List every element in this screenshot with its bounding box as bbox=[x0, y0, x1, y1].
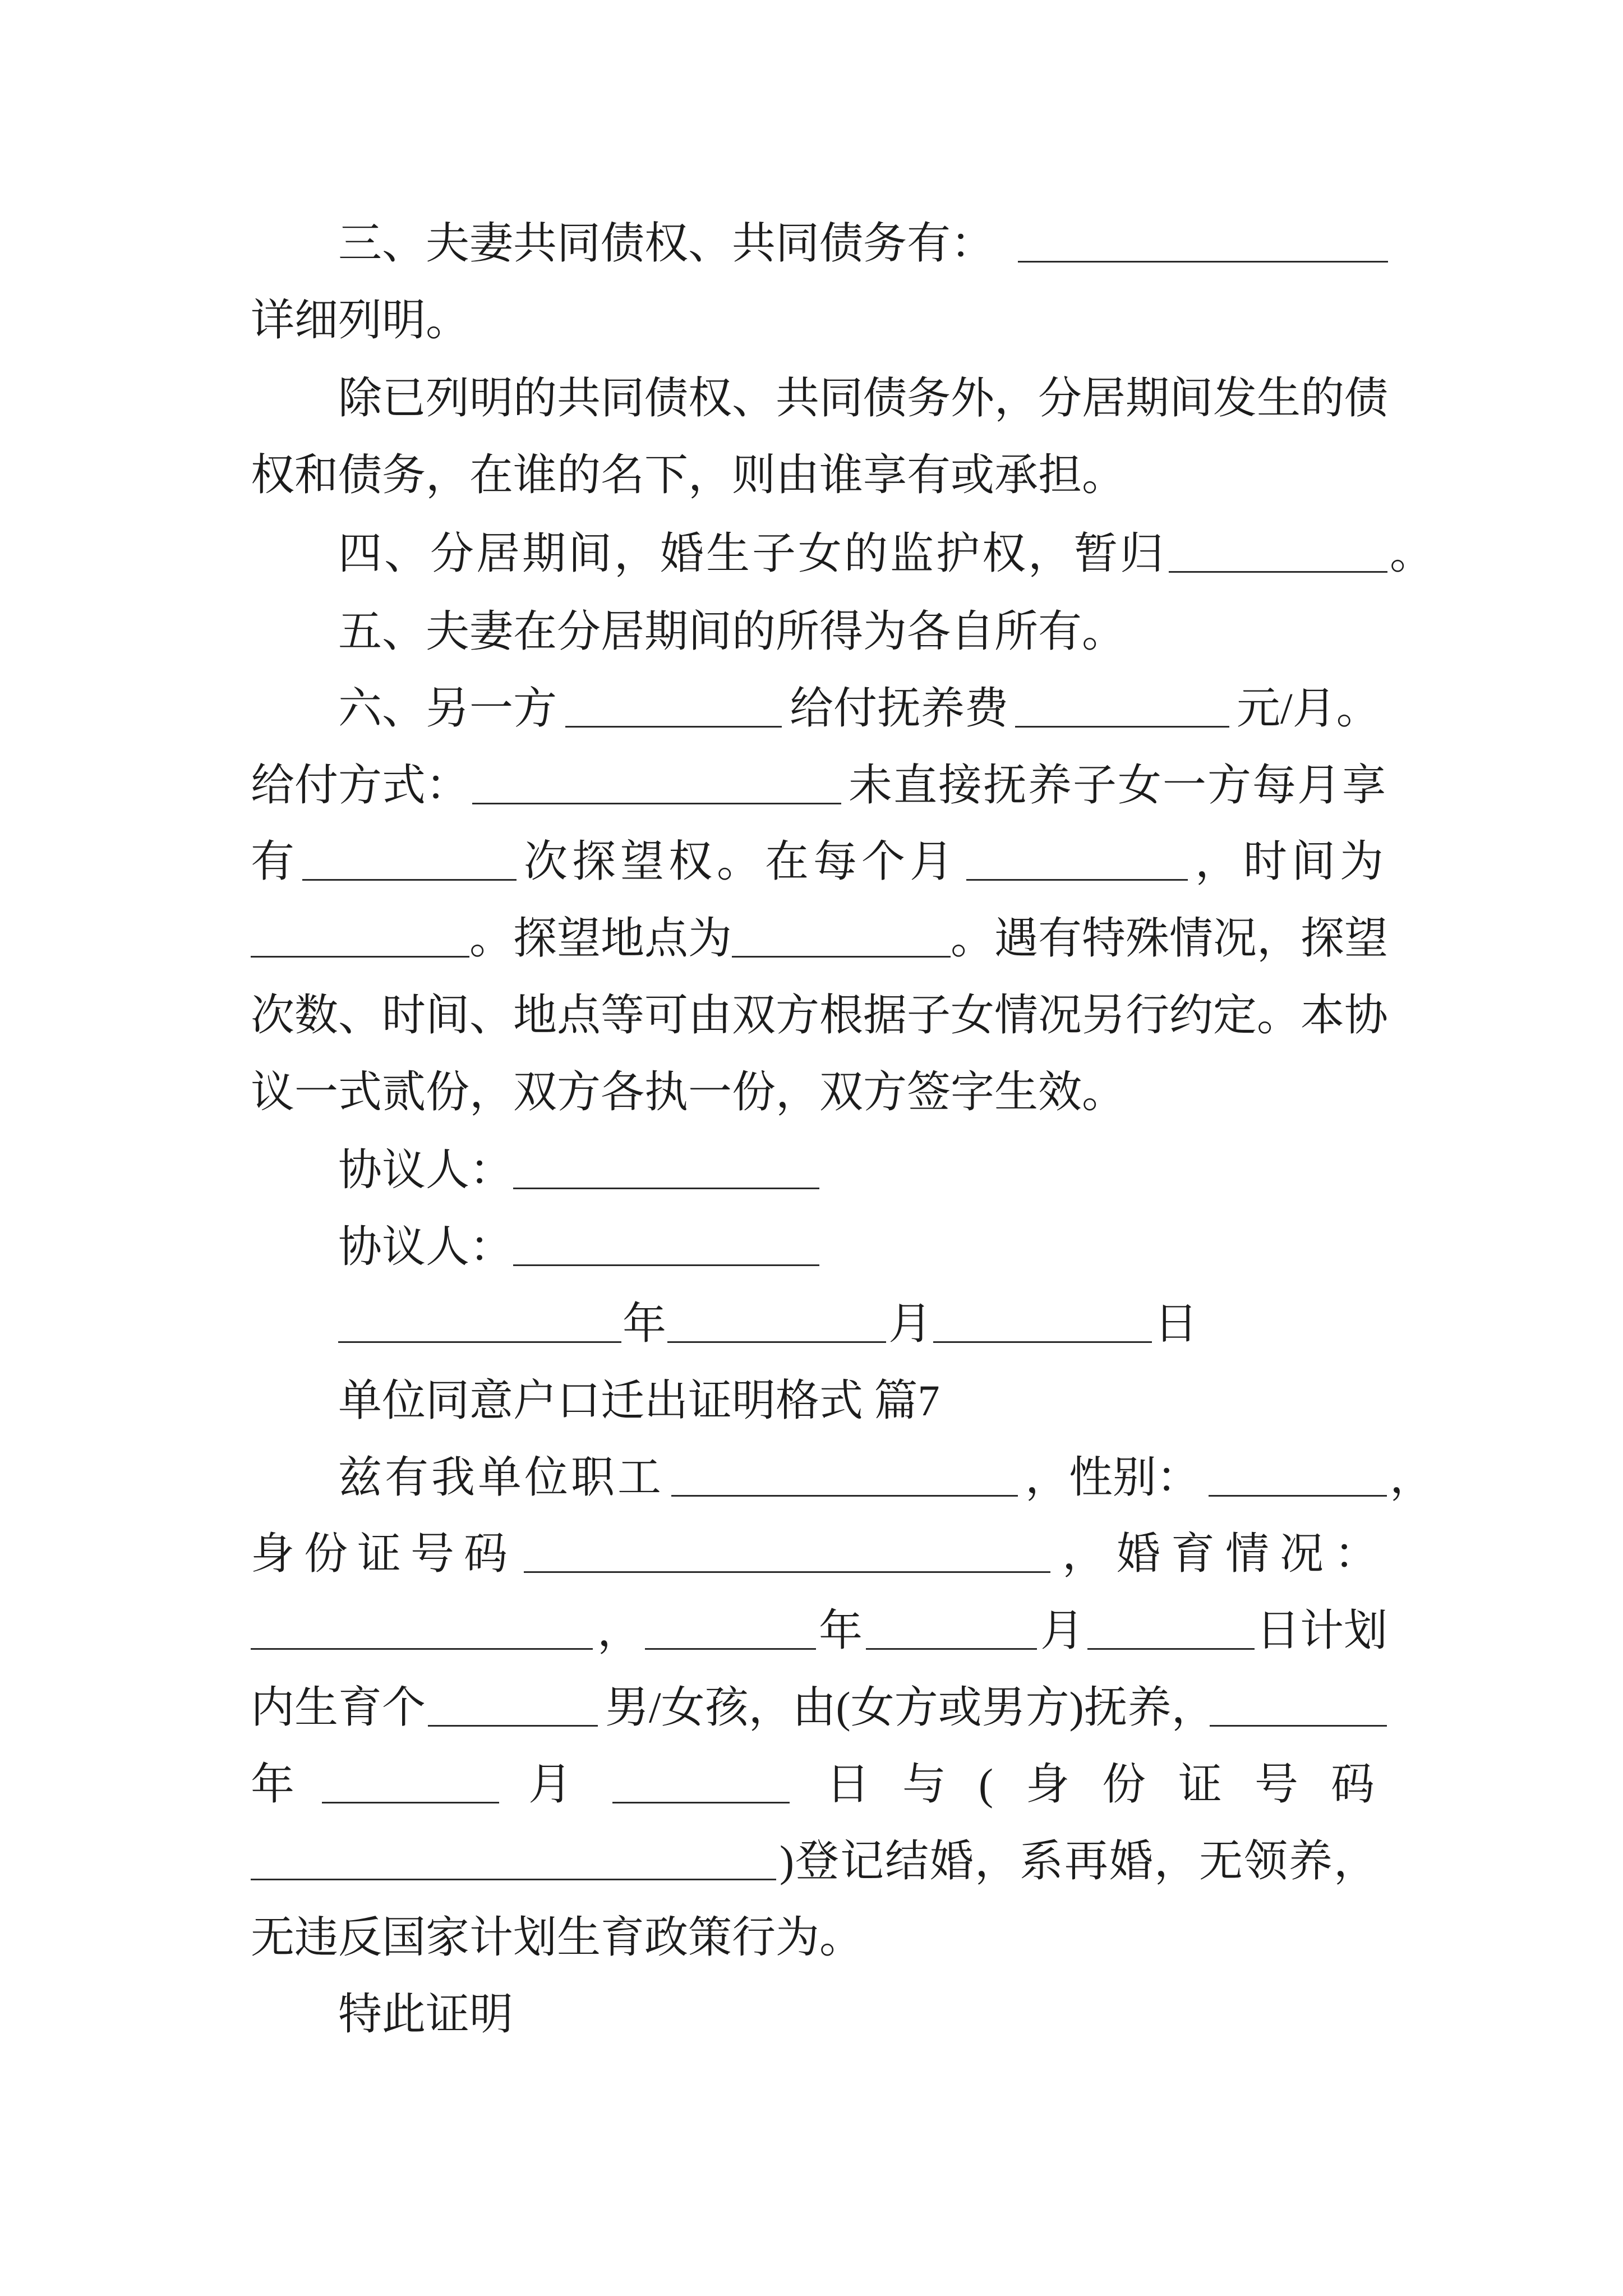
paragraph-text: 年 bbox=[819, 1606, 863, 1655]
paragraph-text: 日计划 bbox=[1256, 1606, 1388, 1655]
paragraph-text: ，性别： bbox=[1025, 1453, 1201, 1502]
text-line bbox=[0, 1990, 1623, 2039]
blank-field bbox=[322, 1763, 499, 1803]
blank-field bbox=[251, 1839, 776, 1880]
blank-field bbox=[732, 917, 951, 958]
paragraph-text: ， bbox=[1390, 1453, 1434, 1502]
text-line bbox=[0, 1760, 1623, 1809]
date-month-label: 月 bbox=[888, 1299, 933, 1348]
paragraph-text: 次数、时间、地点等可由双方根据子女情况另行约定。本协 bbox=[251, 991, 1389, 1039]
item6-text: 给付抚养费 bbox=[790, 684, 1009, 733]
blank-field bbox=[338, 1302, 621, 1343]
blank-field bbox=[565, 687, 782, 728]
paragraph-text: 除已列明的共同债权、共同债务外，分居期间发生的债 bbox=[338, 374, 1389, 422]
text-line bbox=[0, 298, 1623, 342]
signer-label: 协议人： bbox=[338, 1145, 514, 1194]
blank-field bbox=[866, 1609, 1037, 1650]
paragraph-text: 年 bbox=[251, 1760, 295, 1809]
paragraph-text: 男/女孩，由(女方或男方)抚养， bbox=[605, 1683, 1215, 1732]
item3-prefix: 三、夫妻共同债权、共同债务有： bbox=[338, 219, 995, 268]
paragraph-text: 议一式贰份，双方各执一份，双方签字生效。 bbox=[251, 1068, 1126, 1116]
date-line bbox=[0, 1299, 1623, 1348]
paragraph-text: )登记结婚，系再婚，无领养， bbox=[780, 1837, 1378, 1885]
date-year-label: 年 bbox=[623, 1299, 667, 1348]
paragraph-text: ， bbox=[597, 1606, 642, 1655]
paragraph-text: 。探望地点为 bbox=[469, 914, 732, 963]
blank-field bbox=[933, 1302, 1152, 1343]
text-line bbox=[0, 763, 1623, 807]
signer-label: 协议人： bbox=[338, 1222, 514, 1271]
paragraph-text: 次探望权。在每个月 bbox=[524, 837, 958, 886]
paragraph-text: 兹有我单位职工 bbox=[338, 1453, 665, 1502]
paragraph-text: 权和债务，在谁的名下，则由谁享有或承担。 bbox=[251, 450, 1126, 499]
text-line bbox=[0, 1529, 1623, 1578]
paragraph-text: 月 bbox=[528, 1760, 573, 1809]
date-day-label: 日 bbox=[1154, 1299, 1198, 1348]
section-title: 单位同意户口迁出证明格式 篇7 bbox=[338, 1376, 940, 1425]
paragraph-text: 月 bbox=[1040, 1606, 1085, 1655]
text-line bbox=[0, 1606, 1623, 1655]
text-line bbox=[0, 450, 1623, 499]
blank-field bbox=[1169, 532, 1387, 573]
blank-field bbox=[612, 1763, 790, 1803]
paragraph-text: ，时间为 bbox=[1195, 837, 1389, 886]
payment-label: 给付方式： bbox=[251, 761, 470, 809]
item4-prefix: 四、分居期间，婚生子女的监护权，暂归 bbox=[338, 529, 1166, 578]
blank-field bbox=[1018, 222, 1388, 263]
paragraph-text: 。遇有特殊情况，探望 bbox=[951, 914, 1389, 963]
signer-line bbox=[0, 1222, 1623, 1271]
section-heading bbox=[0, 1376, 1623, 1425]
blank-field bbox=[1087, 1609, 1255, 1650]
item6-text: 元/月。 bbox=[1237, 684, 1380, 733]
blank-field bbox=[1015, 687, 1229, 728]
paragraph-text: 有 bbox=[251, 837, 295, 886]
blank-field bbox=[302, 840, 517, 881]
blank-field bbox=[671, 1456, 1018, 1497]
signature-blank bbox=[513, 1148, 819, 1189]
paragraph-text: 未直接抚养子女一方每月享 bbox=[849, 761, 1387, 809]
signature-blank bbox=[513, 1225, 819, 1266]
text-line bbox=[0, 529, 1623, 578]
text-line bbox=[0, 1839, 1623, 1883]
text-line bbox=[0, 914, 1623, 963]
blank-field bbox=[966, 840, 1188, 881]
text-line bbox=[0, 1070, 1623, 1114]
certificate-closing: 特此证明 bbox=[338, 1990, 514, 2039]
item3-suffix: 详细列明。 bbox=[251, 296, 470, 344]
paragraph-text: 内生育个 bbox=[251, 1683, 426, 1732]
text-line bbox=[0, 607, 1623, 656]
paragraph-text: ，婚育情况： bbox=[1062, 1529, 1389, 1578]
blank-field bbox=[645, 1609, 816, 1650]
text-line bbox=[0, 1453, 1623, 1502]
blank-field bbox=[524, 1532, 1050, 1573]
blank-field bbox=[472, 763, 841, 804]
blank-field bbox=[1210, 1686, 1387, 1727]
blank-field bbox=[428, 1686, 598, 1727]
signer-line bbox=[0, 1145, 1623, 1194]
item5-text: 五、夫妻在分居期间的所得为各自所有。 bbox=[338, 607, 1126, 656]
paragraph-text: 日与(身份证号码 bbox=[826, 1760, 1407, 1809]
blank-field bbox=[251, 917, 469, 958]
item6-text: 六、另一方 bbox=[338, 684, 557, 733]
text-line bbox=[0, 1913, 1623, 1962]
text-line bbox=[0, 1683, 1623, 1732]
text-line bbox=[0, 837, 1623, 886]
text-line bbox=[0, 684, 1623, 733]
paragraph-text: 身份证号码 bbox=[251, 1529, 518, 1578]
text-line bbox=[0, 376, 1623, 420]
blank-field bbox=[251, 1609, 593, 1650]
text-line bbox=[0, 993, 1623, 1037]
item4-suffix: 。 bbox=[1390, 529, 1434, 578]
text-line bbox=[0, 219, 1623, 268]
blank-field bbox=[1209, 1456, 1387, 1497]
blank-field bbox=[667, 1302, 886, 1343]
paragraph-text: 无违反国家计划生育政策行为。 bbox=[251, 1913, 864, 1962]
